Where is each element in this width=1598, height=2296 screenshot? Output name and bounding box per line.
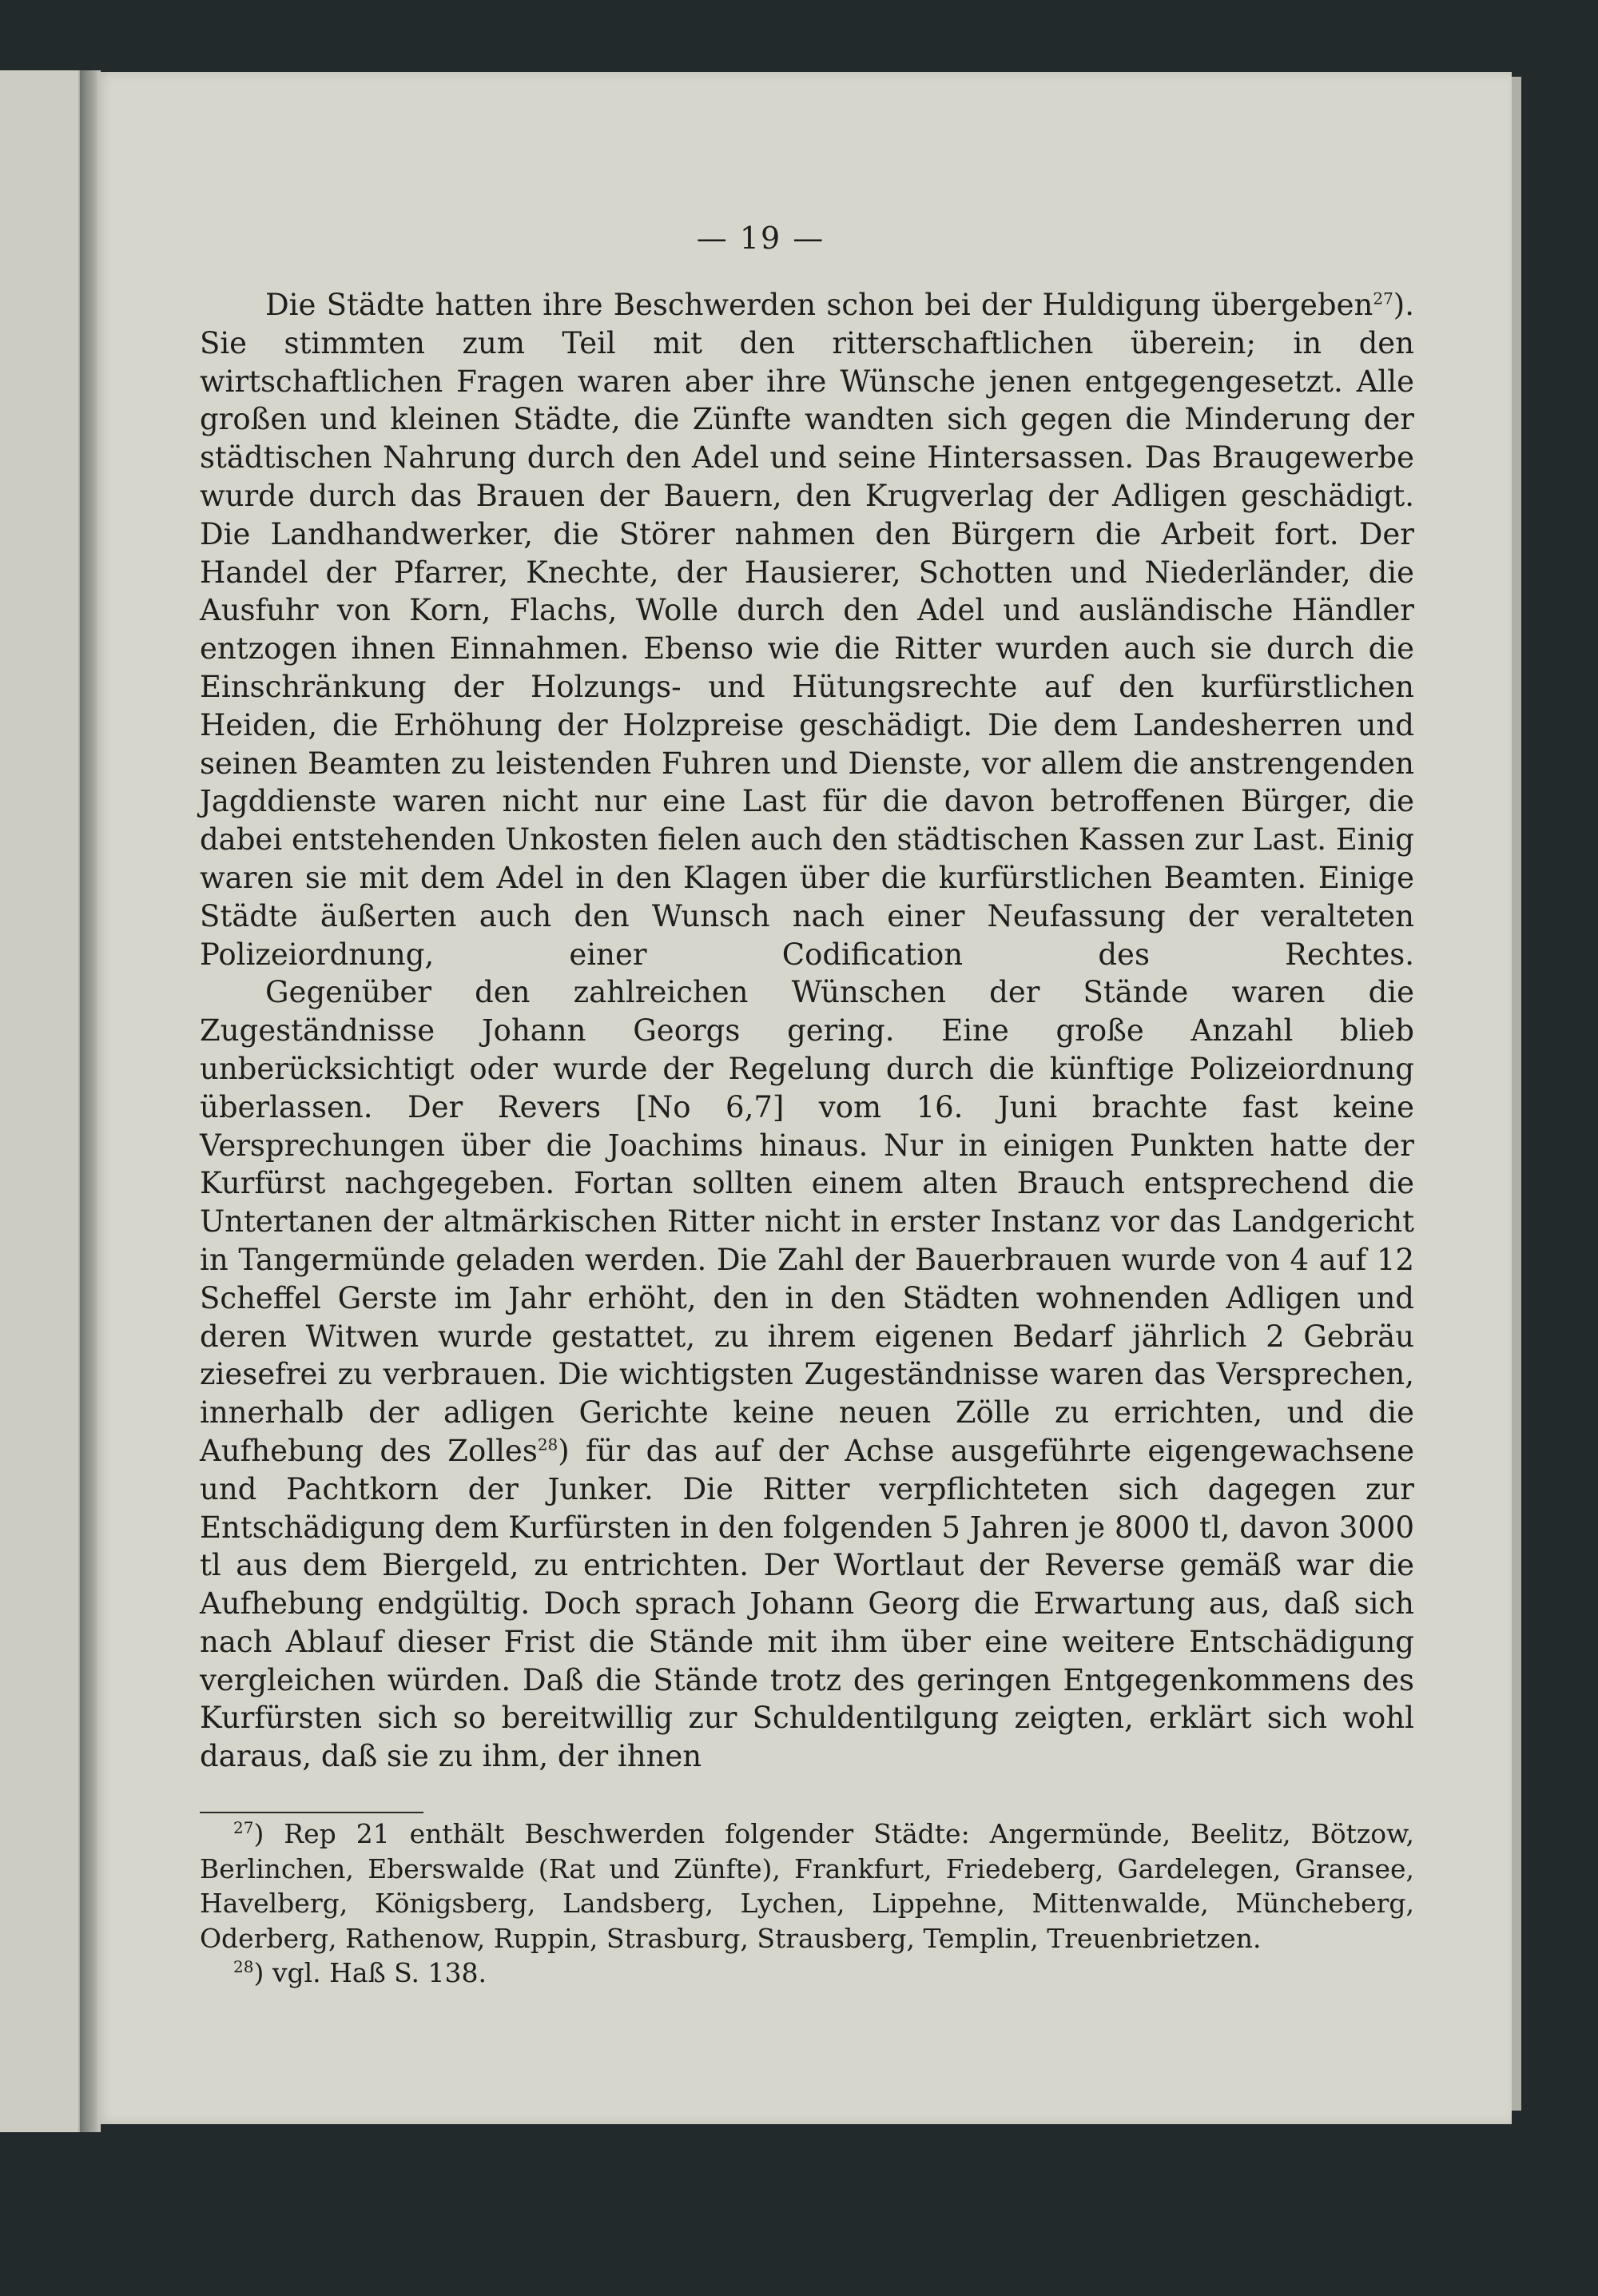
footnote-ref[interactable]: 27 bbox=[1373, 288, 1393, 308]
paragraph-text: ) für das auf der Achse ausgeführte eigengewachsene und Pachtkorn der Junker. Die Ritter verpflichteten sich dagegen zur Entschädigung dem Kurfürsten in den folgenden 5 Jahren je 8000 tl, davon 3000 tl aus dem Biergeld, zu entrichten. Der Wortlaut der Reverse gemäß war die Aufhebung endgültig. Doch sprach Johann Georg die Erwartung aus, daß sich nach Ablauf dieser Frist die Stände mit ihm über eine weitere Entschädigung vergleichen würden. Daß die Stände trotz des geringen Entgegenkommens des Kurfürsten sich so bereitwillig zur Schuldentilgung zeigten, erklärt sich wohl daraus, daß sie zu ihm, der ihnen bbox=[200, 1433, 1414, 1774]
paragraph-text: ). Sie stimmten zum Teil mit den ritterschaftlichen überein; in den wirtschaftlichen Fragen waren aber ihre Wünsche jenen entgegengesetzt. Alle großen und kleinen Städte, die Zünfte wandten sich gegen die Minderung der städtischen Nahrung durch den Adel und seine Hintersassen. Das Braugewerbe wurde durch das Brauen der Bauern, den Krugverlag der Adligen geschädigt. Die Landhandwerker, die Störer nahmen den Bürgern die Arbeit fort. Der Handel der Pfarrer, Knechte, der Hausierer, Schotten und Niederländer, die Ausfuhr von Korn, Flachs, Wolle durch den Adel und ausländische Händler entzogen ihnen Einnahmen. Ebenso wie die Ritter wurden auch sie durch die Einschränkung der Holzungs- und Hütungsrechte auf den kurfürstlichen Heiden, die Erhöhung der Holzpreise geschädigt. Die dem Landesherren und seinen Beamten zu leistenden Fuhren und Dienste, vor allem die anstrengenden Jagddienste waren nicht nur eine Last für die davon betroffenen Bürger, die dabei entstehenden Unkosten fielen auch den städtischen Kassen zur Last. Einig waren sie mit dem Adel in den Klagen über die kurfürstlichen Beamten. Einige Städte äußerten auch den Wunsch nach einer Neufassung der veralteten Polizeiordnung, einer Codification des Rechtes. bbox=[200, 288, 1414, 972]
footnote bbox=[200, 1817, 1414, 1956]
footnote-divider bbox=[200, 1812, 423, 1813]
footnote-mark: 27 bbox=[233, 1818, 254, 1837]
footnote-text: ) vgl. Haß S. 138. bbox=[253, 1957, 487, 1988]
book-page bbox=[97, 72, 1512, 2124]
paragraph-text: Gegenüber den zahlreichen Wünschen der Stände waren die Zugeständnisse Johann Georgs gering. Eine große Anzahl blieb unberücksichtigt oder wurde der Regelung durch die künftige Polizeiordnung überlassen. Der Revers [No 6,7] vom 16. Juni brachte fast keine Versprechungen über die Joachims hinaus. Nur in einigen Punkten hatte der Kurfürst nachgegeben. Fortan sollten einem alten Brauch entsprechend die Untertanen der altmärkischen Ritter nicht in erster Instanz vor das Landgericht in Tangermünde geladen werden. Die Zahl der Bauerbrauen wurde von 4 auf 12 Scheffel Gerste im Jahr erhöht, den in den Städten wohnenden Adligen und deren Witwen wurde gestattet, zu ihrem eigenen Bedarf jährlich 2 Gebräu ziesefrei zu verbrauen. Die wichtigsten Zugeständnisse waren das Versprechen, innerhalb der adligen Gerichte keine neuen Zölle zu errichten, und die Aufhebung des Zolles bbox=[200, 975, 1414, 1468]
footnote bbox=[200, 1956, 1414, 1991]
page-stack-edge bbox=[1510, 77, 1521, 2111]
paragraph bbox=[200, 973, 1414, 1776]
page-number: — 19 — bbox=[696, 221, 825, 256]
paragraph-text: Die Städte hatten ihre Beschwerden schon bei der Huldigung übergeben bbox=[265, 288, 1373, 322]
footnote-mark: 28 bbox=[233, 1957, 254, 1976]
footnote-text: ) Rep 21 enthält Beschwerden folgender Städte: Angermünde, Beelitz, Bötzow, Berlinchen, Eberswalde (Rat und Zünfte), Frankfurt, Friedeberg, Gardelegen, Gransee, Havelberg, Königsberg, Landsberg, Lychen, Lippehne, Mittenwalde, Müncheberg, Oderberg, Rathenow, Ruppin, Strasburg, Strausberg, Templin, Treuenbrietzen. bbox=[200, 1818, 1414, 1954]
paragraph bbox=[200, 286, 1414, 973]
body-text bbox=[200, 286, 1414, 1776]
facing-page-edge bbox=[0, 70, 80, 2132]
footnote-ref[interactable]: 28 bbox=[537, 1435, 559, 1454]
footnotes bbox=[200, 1817, 1414, 1991]
